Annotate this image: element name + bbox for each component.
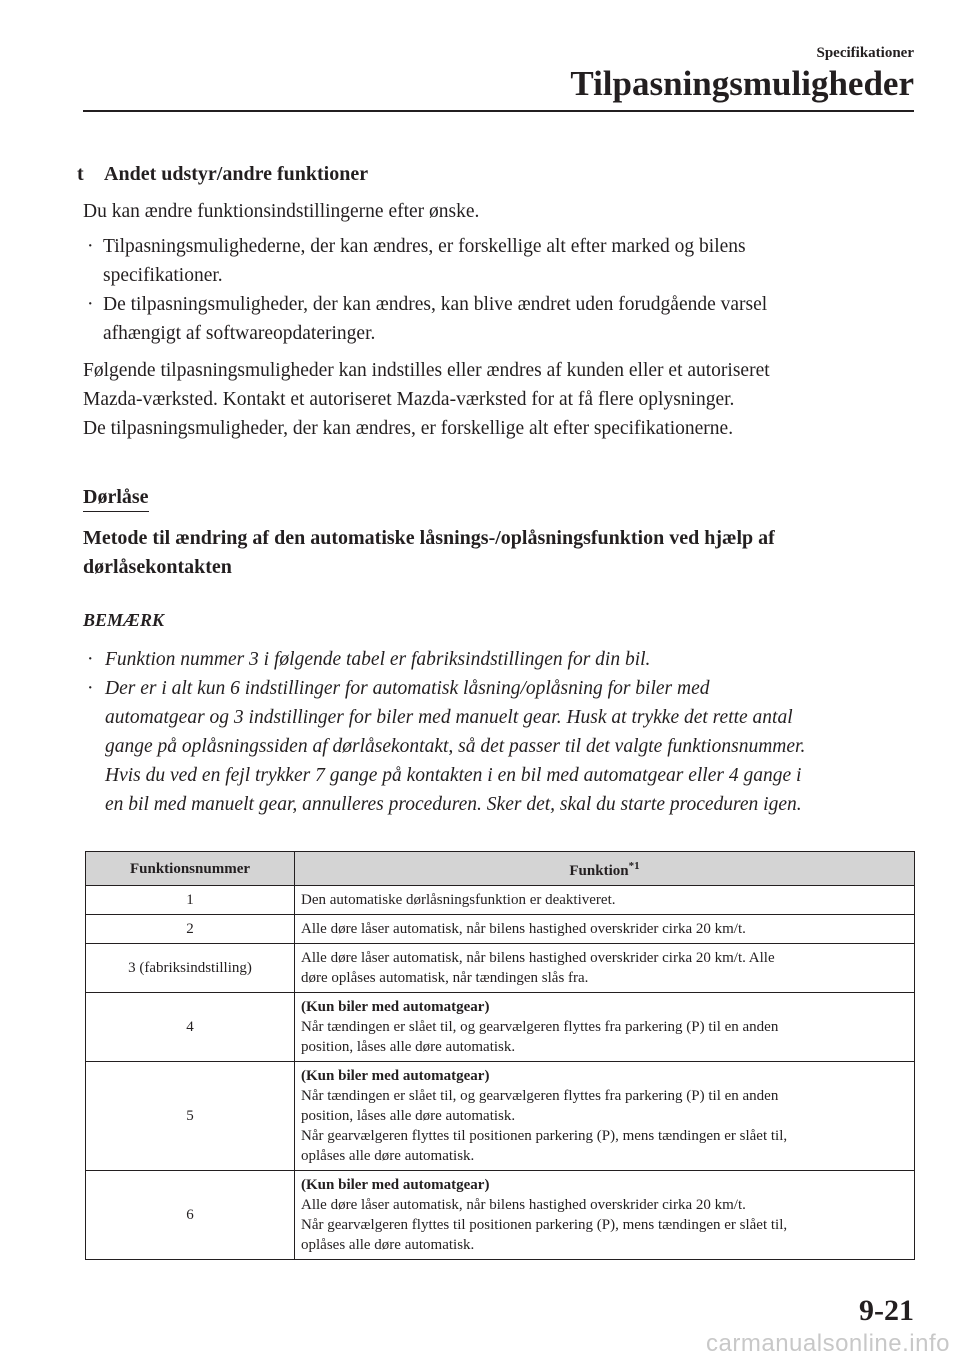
header-rule: [83, 110, 914, 112]
page-number: 9-21: [859, 1294, 914, 1327]
section-title-text: Andet udstyr/andre funktioner: [104, 163, 369, 185]
table-row: [86, 993, 915, 1062]
column-header-number: Funktionsnummer: [86, 852, 295, 886]
bullet-icon: ·: [87, 678, 94, 699]
function-description-cell: [295, 886, 915, 915]
function-description-line: Alle døre låser automatisk, når bilens hastighed overskrider cirka 20 km/t.: [301, 921, 746, 937]
function-description-line: Når tændingen er slået til, og gearvælgeren flyttes fra parkering (P) til en anden: [301, 1088, 779, 1104]
function-table: [85, 851, 915, 1260]
section-title: [77, 160, 915, 189]
function-description-line: døre oplåses automatisk, når tændingen slås fra.: [301, 970, 589, 986]
function-description-line: Den automatiske dørlåsningsfunktion er deaktiveret.: [301, 892, 616, 908]
function-description-cell: [295, 1062, 915, 1171]
function-description-cell: [295, 1171, 915, 1260]
method-heading: Metode til ændring af den automatiske låsnings-/oplåsningsfunktion ved hjælp af dørlåsekontakten: [83, 527, 775, 578]
chapter-title: Specifikationer: [816, 45, 914, 61]
function-description-line: Når gearvælgeren flyttes til positionen parkering (P), mens tændingen er slået til,: [301, 1217, 788, 1233]
page-header: [570, 44, 914, 104]
table-row: [86, 944, 915, 993]
function-description-line: oplåses alle døre automatisk.: [301, 1148, 475, 1164]
function-description-cell: [295, 993, 915, 1062]
function-condition: (Kun biler med automatgear): [301, 1177, 490, 1193]
function-condition: (Kun biler med automatgear): [301, 1068, 490, 1084]
function-number-cell: 1: [86, 886, 295, 915]
function-description-line: Alle døre låser automatisk, når bilens hastighed overskrider cirka 20 km/t.: [301, 1197, 746, 1213]
bullet-icon: ·: [87, 649, 94, 670]
door-lock-heading: Dørlåse: [83, 485, 149, 512]
bullet-icon: ·: [87, 294, 94, 315]
function-description-cell: [295, 915, 915, 944]
function-description-line: oplåses alle døre automatisk.: [301, 1237, 475, 1253]
list-item: · De tilpasningsmuligheder, der kan ændres, kan blive ændret uden forudgående varsel afhængigt af softwareopdateringer.: [83, 290, 915, 348]
function-description-line: Når gearvælgeren flyttes til positionen parkering (P), mens tændingen er slået til,: [301, 1128, 788, 1144]
list-item: · Funktion nummer 3 i følgende tabel er fabriksindstillingen for din bil.: [83, 645, 915, 674]
function-description-cell: [295, 944, 915, 993]
table-header-row: [86, 852, 915, 886]
table-row: [86, 886, 915, 915]
note-heading: BEMÆRK: [83, 610, 165, 630]
function-condition: (Kun biler med automatgear): [301, 999, 490, 1015]
section-marker-icon: t: [77, 163, 84, 185]
note-list: [83, 645, 915, 819]
table-row: [86, 1171, 915, 1260]
function-description-line: position, låses alle døre automatisk.: [301, 1108, 516, 1124]
table-row: [86, 915, 915, 944]
function-number-cell: 6: [86, 1171, 295, 1260]
function-description-line: Alle døre låser automatisk, når bilens hastighed overskrider cirka 20 km/t. Alle: [301, 950, 775, 966]
function-number-cell: 2: [86, 915, 295, 944]
main-content: [77, 160, 915, 819]
page-title: Tilpasningsmuligheder: [570, 64, 914, 103]
function-number-cell: 4: [86, 993, 295, 1062]
table-row: [86, 1062, 915, 1171]
bullet-icon: ·: [87, 236, 94, 257]
function-number-cell: 5: [86, 1062, 295, 1171]
list-item: · Der er i alt kun 6 indstillinger for automatisk låsning/oplåsning for biler med automatgear og 3 indstillinger for biler med manuelt gear. Husk at trykke det rette antal gange på oplåsningssiden af dørlåsekontakt, så det passer til det valgte funktionsnummer. Hvis du ved en fejl trykker 7 gange på kontakten i en bil med automatgear eller 4 gange i en bil med manuelt gear, annulleres proceduren. Sker det, skal du starte proceduren igen.: [83, 674, 915, 819]
function-description-line: Når tændingen er slået til, og gearvælgeren flyttes fra parkering (P) til en anden: [301, 1019, 779, 1035]
body-paragraph: Følgende tilpasningsmuligheder kan indstilles eller ændres af kunden eller et autoriseret Mazda-værksted. Kontakt et autoriseret Mazda-værksted for at få flere oplysninger. De tilpasningsmuligheder, der kan ændres, er forskellige alt efter specifikationerne.: [83, 360, 770, 439]
function-number-cell: 3 (fabriksindstilling): [86, 944, 295, 993]
intro-paragraph: Du kan ændre funktionsindstillingerne efter ønske.: [83, 201, 480, 222]
column-header-function: Funktion$^{*1}$: [295, 852, 915, 886]
list-item: · Tilpasningsmulighederne, der kan ændres, er forskellige alt efter marked og bilens specifikationer.: [83, 232, 915, 290]
intro-bullets: [83, 232, 915, 348]
function-description-line: position, låses alle døre automatisk.: [301, 1039, 516, 1055]
watermark: carmanualsonline.info: [706, 1330, 950, 1357]
